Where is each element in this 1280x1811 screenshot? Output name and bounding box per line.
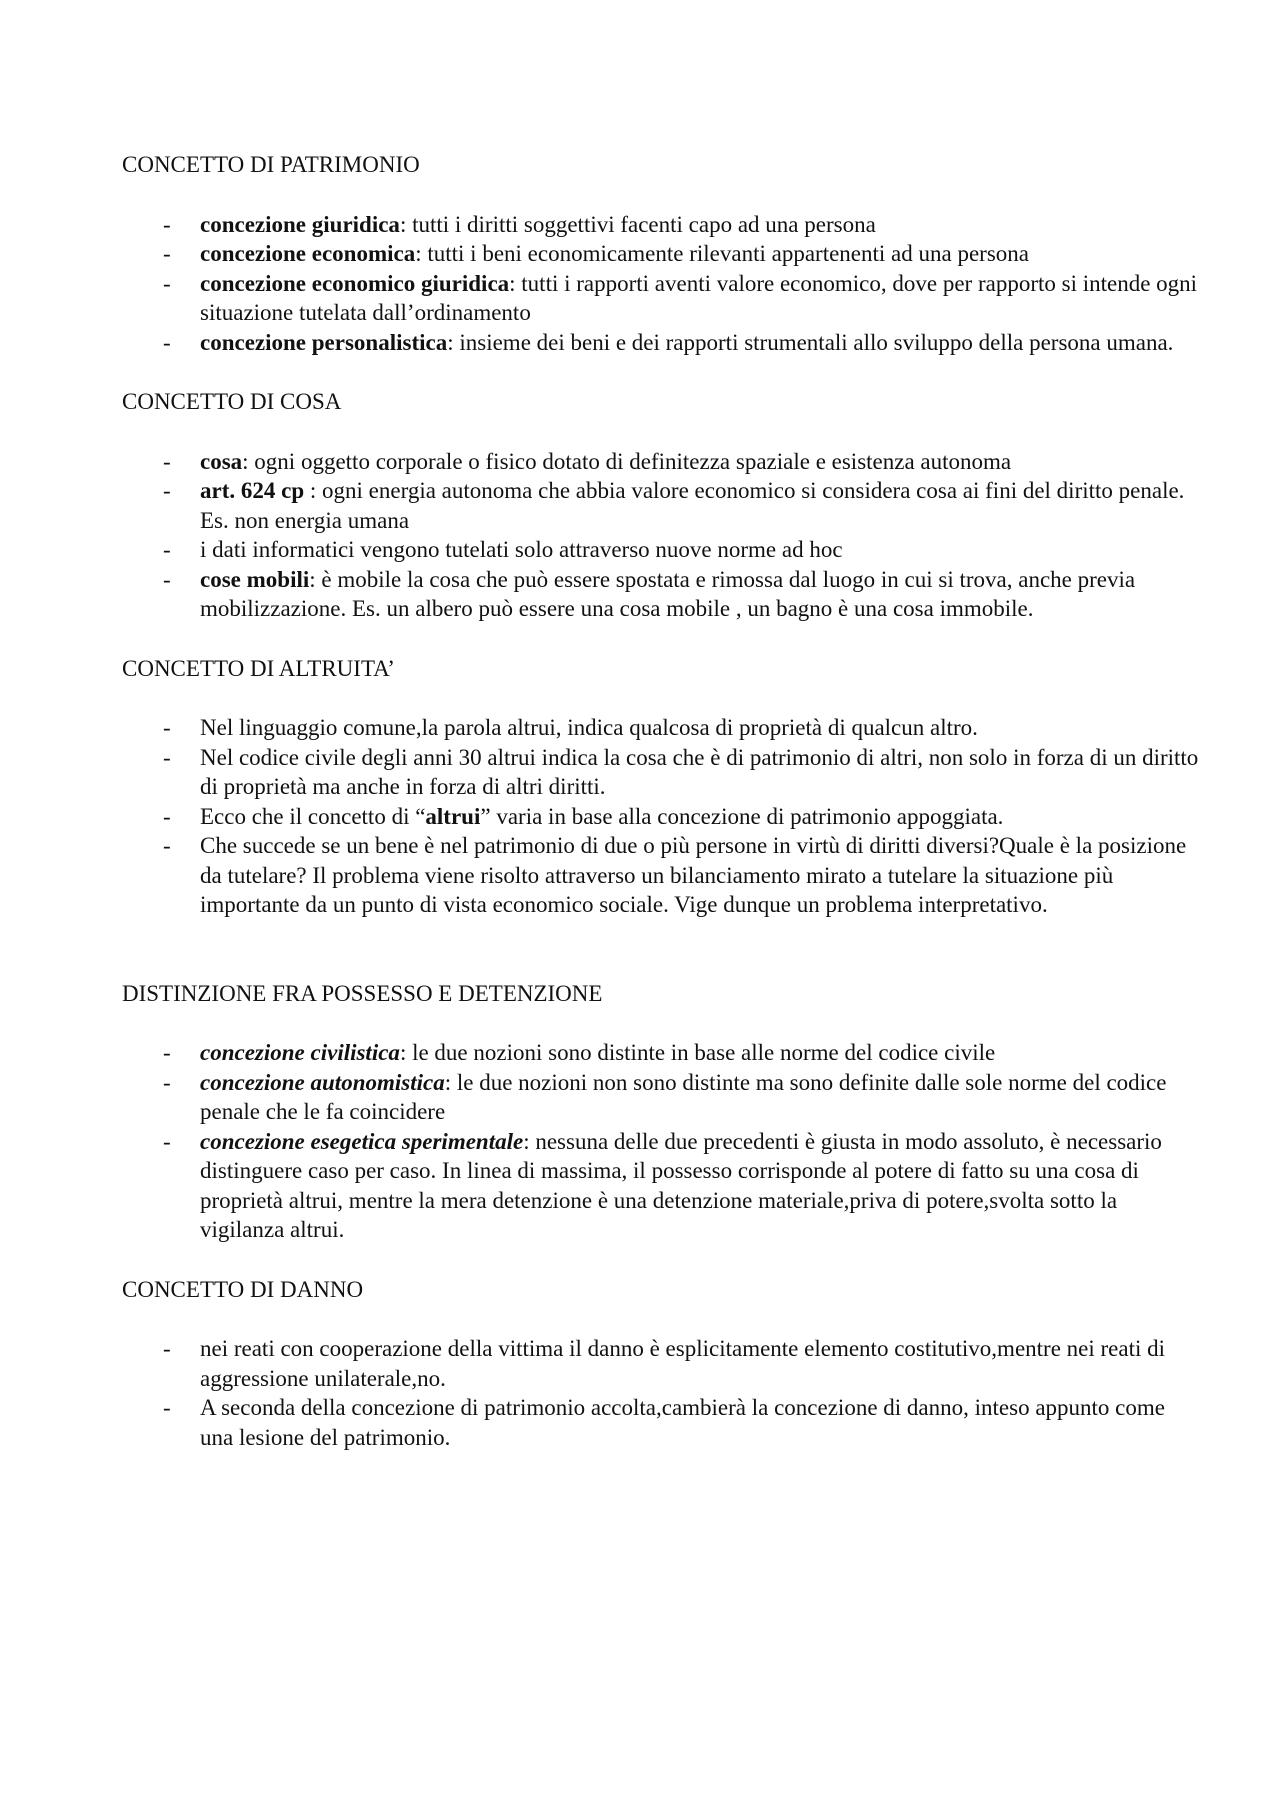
item-text: : insieme dei beni e dei rapporti strumentali allo sviluppo della persona umana. [447,329,1174,355]
dash-bullet: - [163,329,171,355]
item-text: : ogni oggetto corporale o fisico dotato di definitezza spaziale e esistenza autonoma [242,448,1012,474]
dash-bullet: - [163,1128,171,1154]
list-item [122,1068,1200,1127]
item-text: : tutti i diritti soggettivi facenti capo ad una persona [399,211,876,237]
dash-bullet: - [163,803,171,829]
term: concezione giuridica [200,211,400,237]
item-text: : le due nozioni sono distinte in base alle norme del codice civile [399,1040,996,1065]
dash-bullet: - [163,715,171,740]
term: cose mobili [200,566,310,592]
list-item [122,565,1200,624]
list-item [122,743,1200,802]
section-possesso-detenzione [122,979,1200,1245]
item-text: Nel codice civile degli anni 30 altrui indica la cosa che è di patrimonio di altri, non solo in forza di un diritto di proprietà ma anche in forza di altri diritti. [200,744,1199,799]
bullet-list [122,447,1200,624]
item-text: A seconda della concezione di patrimonio accolta,cambierà la concezione di danno, inteso appunto come una lesione del patrimonio. [200,1395,1165,1450]
item-text: nei reati con cooperazione della vittima il danno è esplicitamente elemento costitutivo,mentre nei reati di aggressione unilaterale,no. [200,1336,1166,1391]
section-cosa [122,387,1200,624]
section-title: CONCETTO DI ALTRUITA’ [122,655,395,681]
list-item [122,476,1200,535]
list-item [122,269,1200,328]
dash-bullet: - [163,1069,171,1095]
term: concezione civilistica [200,1040,400,1065]
bullet-list [122,1334,1200,1452]
term: concezione autonomistica [200,1069,445,1095]
item-text: : nessuna delle due precedenti è giusta in modo assoluto, è necessario distinguere caso per caso. In linea di massima, il possesso corrisponde al potere di fatto su una cosa di proprietà altrui, mentre la mera detenzione è una detenzione materiale,priva di potere,svolta sotto la vigilanza altrui. [200,1128,1162,1242]
list-item [122,1127,1200,1245]
dash-bullet: - [163,1395,171,1420]
dash-bullet: - [163,537,171,562]
list-item [122,1334,1200,1393]
dash-bullet: - [163,211,171,237]
section-title: CONCETTO DI PATRIMONIO [122,152,420,177]
dash-bullet: - [163,270,171,296]
item-text: Che succede se un bene è nel patrimonio di due o più persone in virtù di diritti diversi?Quale è la posizione da tutelare? Il problema viene risolto attraverso un bilanciamento mirato a tutelare la situazione più importante da un punto di vista economico sociale. Vige dunque un problema interpretativo. [200,833,1187,917]
item-text: : ogni energia autonoma che abbia valore economico si considera cosa ai fini del diritto penale. Es. non energia umana [200,478,1185,533]
bullet-list [122,1038,1200,1245]
list-item [122,239,1200,269]
list-item [122,831,1200,920]
section-title: DISTINZIONE FRA POSSESSO E DETENZIONE [122,980,603,1006]
section-altruita [122,654,1200,920]
term: altrui [425,803,481,829]
term: cosa [200,448,243,474]
list-item [122,1393,1200,1452]
list-item [122,328,1200,358]
section-title: CONCETTO DI COSA [122,389,342,414]
term: concezione esegetica sperimentale [200,1128,524,1154]
dash-bullet: - [163,448,171,474]
bullet-list [122,713,1200,920]
term: concezione economica [200,241,416,266]
list-item [122,713,1200,743]
section-title: CONCETTO DI DANNO [122,1276,364,1302]
section-patrimonio [122,150,1200,357]
dash-bullet: - [163,744,171,770]
item-text: Nel linguaggio comune,la parola altrui, indica qualcosa di proprietà di qualcun altro. [200,715,978,740]
list-item [122,210,1200,240]
list-item [122,1038,1200,1068]
term: art. 624 cp [200,478,305,503]
dash-bullet: - [163,241,171,266]
dash-bullet: - [163,478,171,503]
section-danno [122,1275,1200,1453]
dash-bullet: - [163,833,171,858]
list-item [122,535,1200,565]
item-text: : tutti i rapporti aventi valore economico, dove per rapporto si intende ogni situazione tutelata dall’ordinamento [200,270,1198,325]
dash-bullet: - [163,1040,171,1065]
term: concezione economico giuridica [200,270,510,296]
item-text: : è mobile la cosa che può essere spostata e rimossa dal luogo in cui si trova, anche previa mobilizzazione. Es. un albero può essere una cosa mobile , un bagno è una cosa immobile. [200,566,1136,621]
term: concezione personalistica [200,329,448,355]
item-pre-text: Ecco che il concetto di “ [200,803,426,829]
bullet-list [122,210,1200,358]
item-text: : tutti i beni economicamente rilevanti appartenenti ad una persona [415,241,1029,266]
item-text: : le due nozioni non sono distinte ma sono definite dalle sole norme del codice penale che le fa coincidere [200,1069,1167,1124]
dash-bullet: - [163,566,171,592]
list-item [122,447,1200,477]
dash-bullet: - [163,1336,171,1361]
list-item [122,802,1200,832]
item-text: ” varia in base alla concezione di patrimonio appoggiata. [480,803,1004,829]
item-text: i dati informatici vengono tutelati solo attraverso nuove norme ad hoc [200,537,843,562]
